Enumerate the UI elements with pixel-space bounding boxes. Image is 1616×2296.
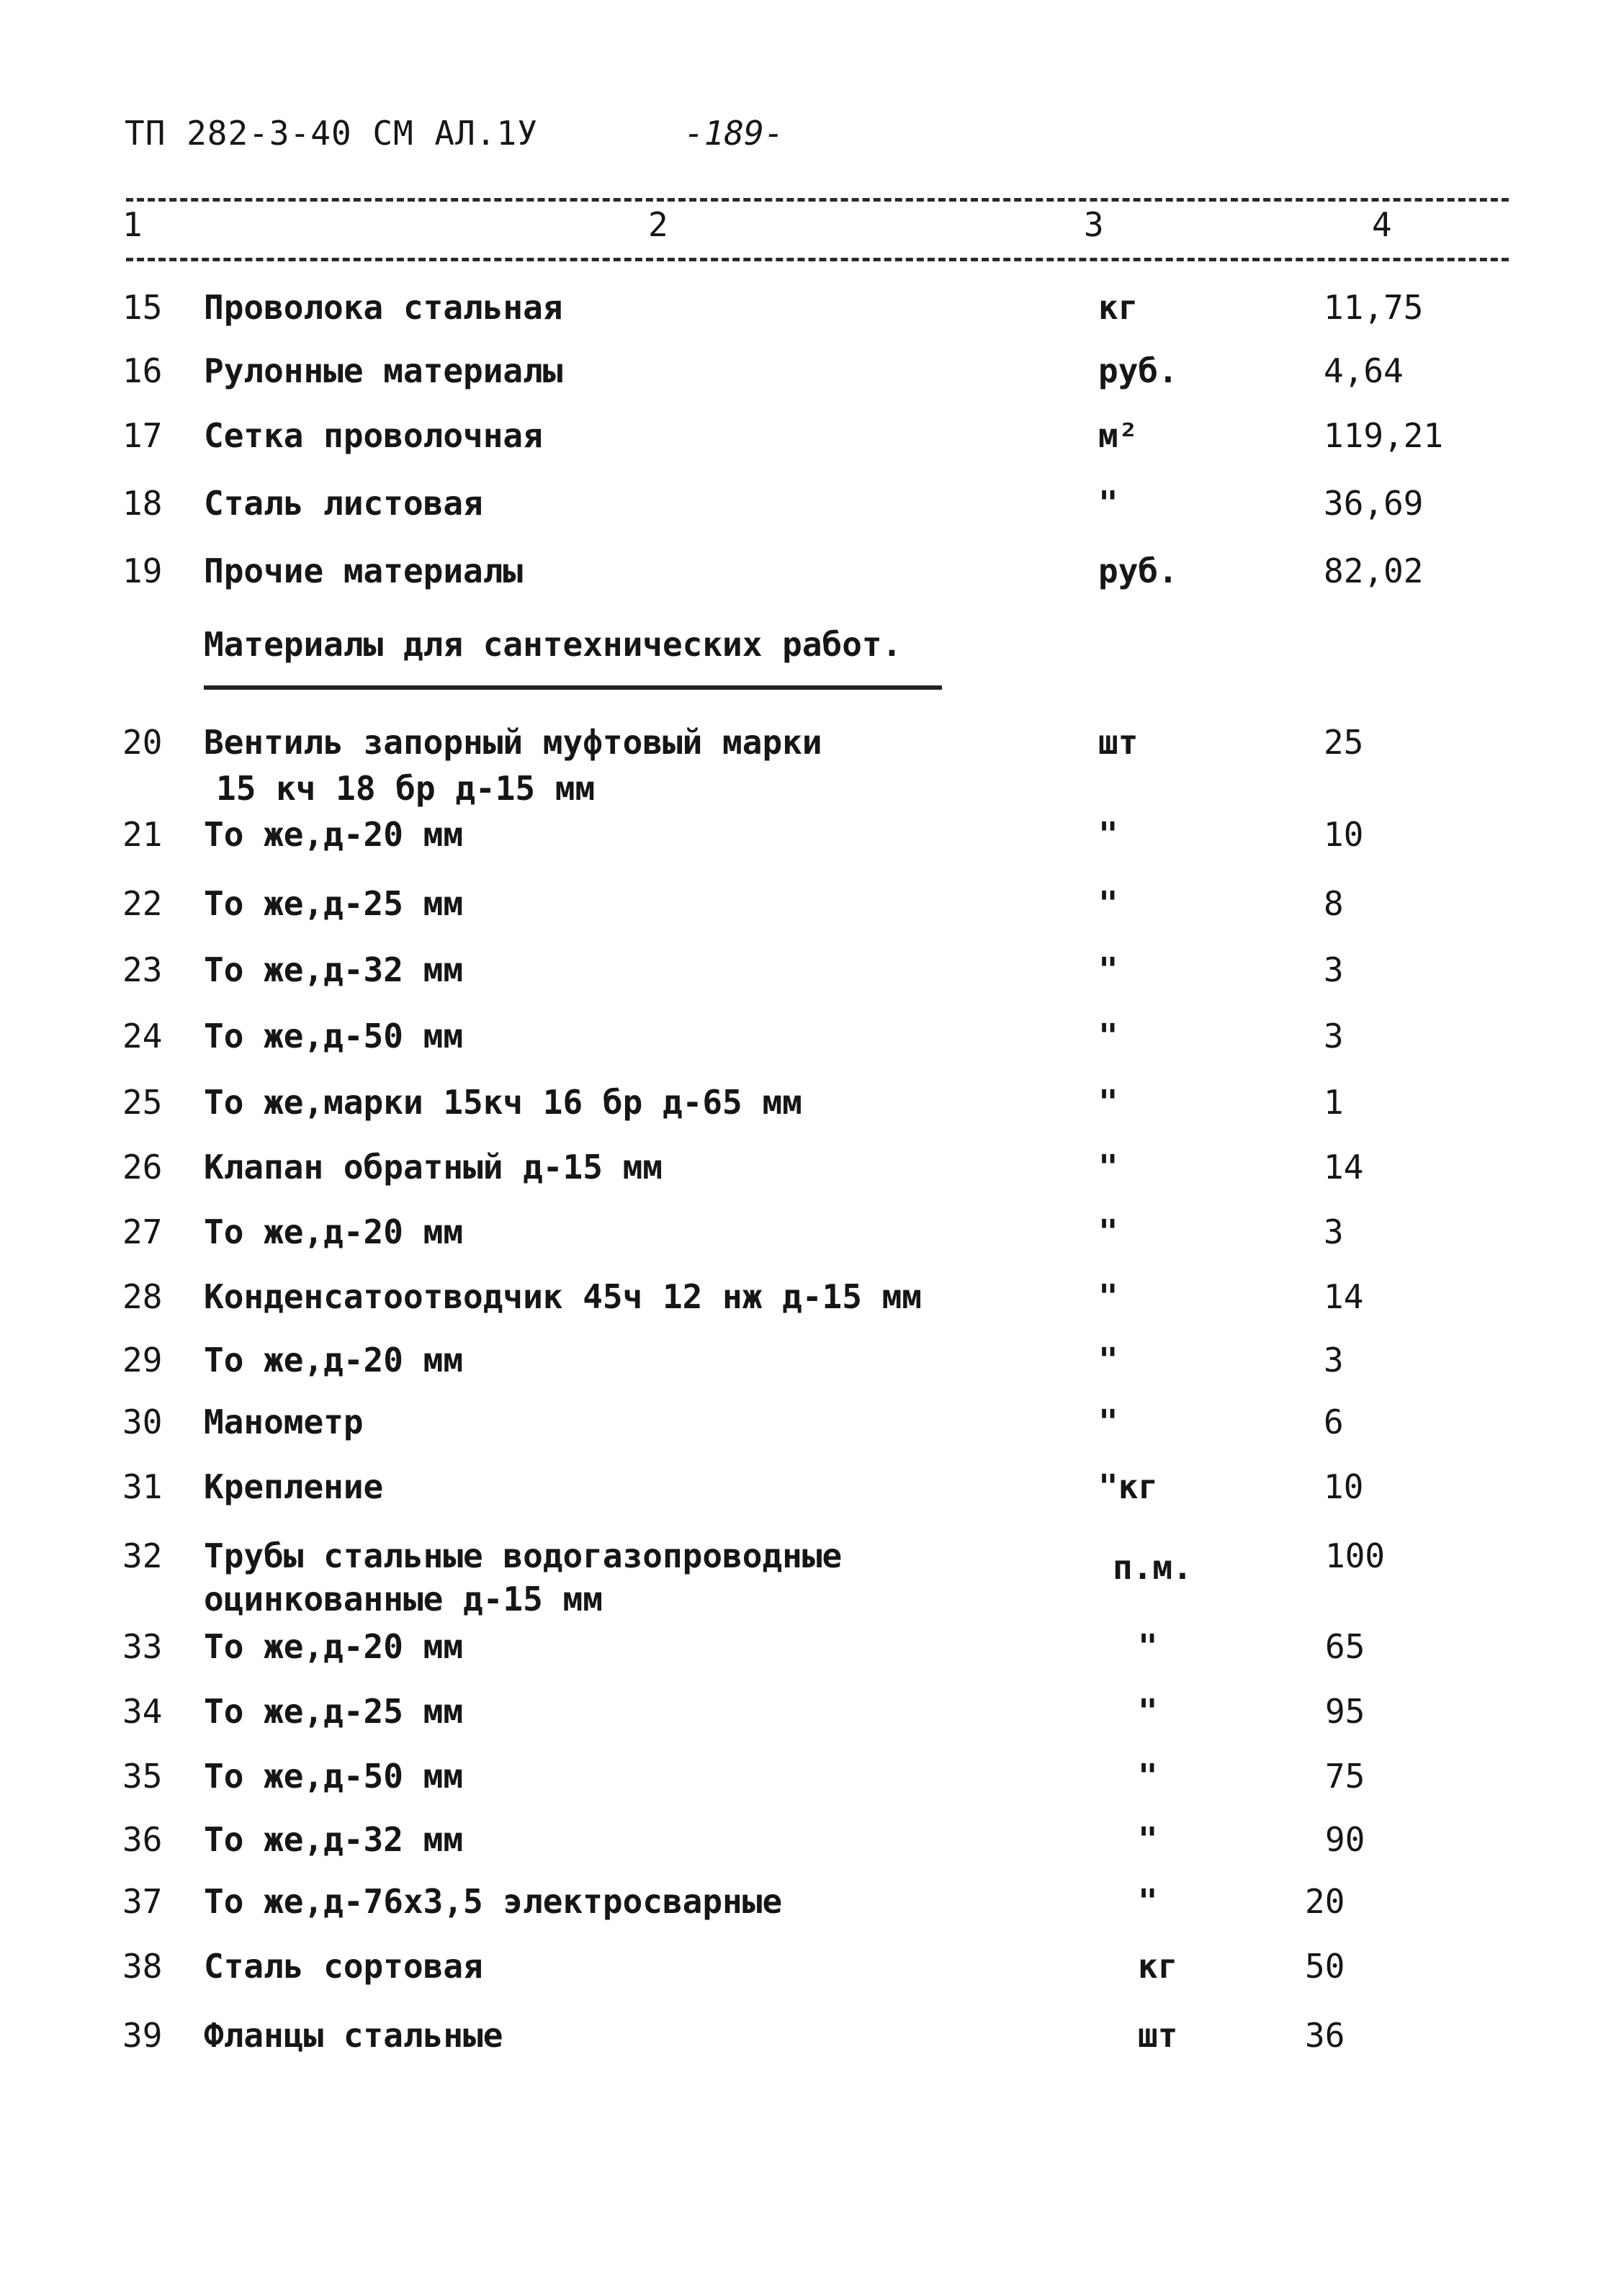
- row-quantity: 20: [1305, 1882, 1345, 1921]
- row-name-continuation: 15 кч 18 бр д-15 мм: [216, 769, 596, 808]
- row-quantity: 4,64: [1324, 351, 1404, 390]
- row-number: 27: [122, 1212, 163, 1251]
- row-name: Крепление: [204, 1467, 384, 1506]
- row-name: То же,марки 15кч 16 бр д-65 мм: [204, 1083, 802, 1122]
- row-number: 38: [122, 1947, 163, 1986]
- row-name: То же,д-32 мм: [204, 950, 464, 989]
- row-unit: ": [1098, 1212, 1118, 1251]
- row-quantity: 3: [1324, 1017, 1344, 1055]
- row-quantity: 3: [1324, 950, 1344, 989]
- row-number: 26: [122, 1148, 163, 1187]
- row-name: То же,д-20 мм: [204, 1627, 464, 1666]
- row-unit: ": [1138, 1627, 1158, 1666]
- row-number: 19: [122, 552, 163, 590]
- row-name: Клапан обратный д-15 мм: [204, 1148, 663, 1187]
- page-number: -189-: [684, 114, 784, 153]
- row-number: 24: [122, 1017, 163, 1055]
- row-quantity: 3: [1324, 1341, 1344, 1379]
- row-quantity: 36,69: [1324, 484, 1424, 523]
- row-name: Конденсатоотводчик 45ч 12 нж д-15 мм: [204, 1277, 922, 1316]
- row-unit: ": [1098, 1148, 1118, 1187]
- row-number: 17: [122, 416, 163, 455]
- row-quantity: 95: [1325, 1692, 1365, 1731]
- row-unit: м²: [1098, 416, 1139, 455]
- row-quantity: 100: [1325, 1536, 1386, 1575]
- row-unit: ": [1138, 1820, 1158, 1859]
- row-number: 29: [122, 1341, 163, 1379]
- row-quantity: 90: [1325, 1820, 1365, 1859]
- row-number: 18: [122, 484, 163, 523]
- row-quantity: 10: [1324, 815, 1364, 854]
- row-unit: п.м.: [1113, 1548, 1193, 1587]
- row-number: 15: [122, 288, 163, 327]
- row-unit: ": [1098, 1017, 1118, 1055]
- row-quantity: 36: [1305, 2016, 1345, 2055]
- row-unit: ": [1098, 884, 1118, 923]
- row-number: 16: [122, 351, 163, 390]
- row-unit: шт: [1098, 723, 1139, 762]
- column-header-2: 2: [648, 205, 668, 244]
- row-number: 37: [122, 1882, 163, 1921]
- row-quantity: 1: [1324, 1083, 1344, 1122]
- row-unit: руб.: [1098, 351, 1178, 390]
- row-quantity: 3: [1324, 1212, 1344, 1251]
- row-number: 25: [122, 1083, 163, 1122]
- row-quantity: 14: [1324, 1277, 1364, 1316]
- row-name: То же,д-50 мм: [204, 1757, 464, 1796]
- row-name: Манометр: [204, 1403, 364, 1441]
- row-unit: ": [1098, 950, 1118, 989]
- row-unit: шт: [1138, 2016, 1178, 2055]
- row-name: То же,д-25 мм: [204, 1692, 464, 1731]
- row-unit: ": [1098, 484, 1118, 523]
- row-number: 34: [122, 1692, 163, 1731]
- row-unit: ": [1138, 1882, 1158, 1921]
- row-quantity: 8: [1324, 884, 1344, 923]
- row-name: То же,д-20 мм: [204, 1212, 464, 1251]
- row-name: Сетка проволочная: [204, 416, 543, 455]
- table-top-divider: [126, 198, 1509, 202]
- section-underline: [204, 685, 942, 690]
- column-header-3: 3: [1084, 205, 1104, 244]
- document-code: ТП 282-3-40 СМ АЛ.1У: [125, 114, 538, 153]
- row-quantity: 82,02: [1324, 552, 1424, 590]
- row-quantity: 25: [1324, 723, 1364, 762]
- table-header-divider: [126, 258, 1509, 261]
- row-number: 21: [122, 815, 163, 854]
- row-number: 35: [122, 1757, 163, 1796]
- row-quantity: 10: [1324, 1467, 1364, 1506]
- row-name-continuation: оцинкованные д-15 мм: [204, 1580, 603, 1619]
- row-name: Прочие материалы: [204, 552, 524, 590]
- section-title: Материалы для сантехнических работ.: [204, 625, 902, 664]
- row-quantity: 50: [1305, 1947, 1345, 1986]
- row-quantity: 119,21: [1324, 416, 1444, 455]
- row-number: 30: [122, 1403, 163, 1441]
- row-unit: ": [1098, 1403, 1118, 1441]
- row-unit: кг: [1138, 1947, 1178, 1986]
- row-number: 28: [122, 1277, 163, 1316]
- row-unit: ": [1098, 1083, 1118, 1122]
- row-unit: "кг: [1098, 1467, 1159, 1506]
- row-name: То же,д-32 мм: [204, 1820, 464, 1859]
- row-name: То же,д-20 мм: [204, 815, 464, 854]
- row-name: Рулонные материалы: [204, 351, 563, 390]
- row-number: 36: [122, 1820, 163, 1859]
- row-name: Фланцы стальные: [204, 2016, 503, 2055]
- row-unit: ": [1138, 1692, 1158, 1731]
- row-name: Вентиль запорный муфтовый марки: [204, 723, 822, 762]
- row-name: То же,д-25 мм: [204, 884, 464, 923]
- row-unit: ": [1098, 1341, 1118, 1379]
- row-unit: ": [1138, 1757, 1158, 1796]
- row-quantity: 65: [1325, 1627, 1365, 1666]
- row-name: Проволока стальная: [204, 288, 563, 327]
- column-header-1: 1: [122, 205, 143, 244]
- row-number: 31: [122, 1467, 163, 1506]
- row-number: 22: [122, 884, 163, 923]
- column-header-4: 4: [1372, 205, 1392, 244]
- row-number: 33: [122, 1627, 163, 1666]
- row-unit: ": [1098, 1277, 1118, 1316]
- row-name: То же,д-20 мм: [204, 1341, 464, 1379]
- row-unit: ": [1098, 815, 1118, 854]
- row-name: Сталь сортовая: [204, 1947, 483, 1986]
- row-quantity: 11,75: [1324, 288, 1424, 327]
- row-name: Трубы стальные водогазопроводные: [204, 1536, 843, 1575]
- row-name: То же,д-50 мм: [204, 1017, 464, 1055]
- row-unit: кг: [1098, 288, 1139, 327]
- row-quantity: 14: [1324, 1148, 1364, 1187]
- row-number: 23: [122, 950, 163, 989]
- row-name: Сталь листовая: [204, 484, 483, 523]
- row-number: 32: [122, 1536, 163, 1575]
- row-name: То же,д-76х3,5 электросварные: [204, 1882, 783, 1921]
- row-number: 39: [122, 2016, 163, 2055]
- row-unit: руб.: [1098, 552, 1178, 590]
- row-quantity: 6: [1324, 1403, 1344, 1441]
- row-number: 20: [122, 723, 163, 762]
- row-quantity: 75: [1325, 1757, 1365, 1796]
